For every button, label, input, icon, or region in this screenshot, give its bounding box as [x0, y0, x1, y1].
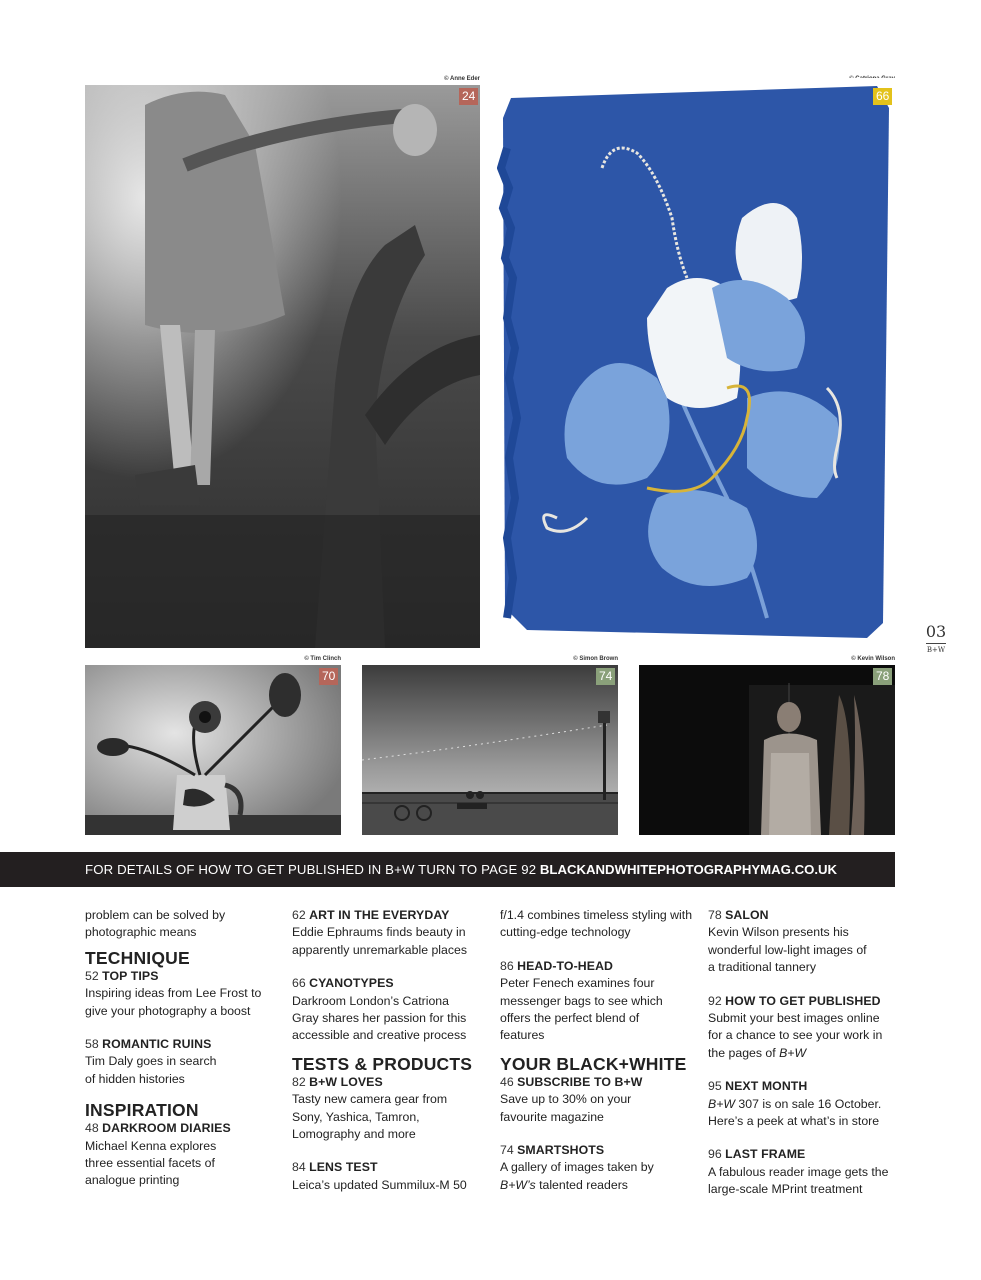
entry-title: NEXT MONTH: [725, 1079, 808, 1094]
contents-entry-46[interactable]: [500, 1074, 696, 1126]
page-badge-70: 70: [319, 668, 338, 685]
entry-page-number: 62: [292, 908, 306, 922]
entry-description: Peter Fenech examines four messenger bags to see which offers the perfect blend of features: [500, 976, 663, 1043]
entry-page-number: 78: [708, 908, 722, 922]
entry-title: ROMANTIC RUINS: [102, 1037, 212, 1052]
contents-entry-78[interactable]: [708, 907, 904, 977]
entry-title: DARKROOM DIARIES: [102, 1121, 231, 1136]
entry-title: LENS TEST: [309, 1160, 378, 1175]
entry-description: A fabulous reader image gets the large-scale MPrint treatment: [708, 1164, 889, 1197]
contents-entry-58[interactable]: [85, 1036, 281, 1088]
contents-entry-74[interactable]: [500, 1142, 696, 1194]
photo-tulips: [85, 665, 341, 835]
entry-title: SALON: [725, 908, 769, 922]
entry-description: Tim Daly goes in search of hidden histories: [85, 1054, 217, 1086]
photo-cyanotype: [497, 78, 895, 648]
col1-intro: problem can be solved by photographic means: [85, 908, 226, 940]
photo-credit-anne-eder: © Anne Eder: [444, 76, 480, 82]
entry-title: ART IN THE EVERYDAY: [309, 908, 450, 922]
entry-page-number: 52: [85, 968, 99, 983]
entry-title: HOW TO GET PUBLISHED: [725, 993, 881, 1008]
entry-title: TOP TIPS: [102, 968, 159, 983]
photo-seafront-image: [362, 665, 618, 835]
entry-description: [708, 1096, 893, 1131]
entry-title: LAST FRAME: [725, 1147, 806, 1162]
photo-tannery-worker-image: [639, 665, 895, 835]
contents-entry-86[interactable]: [500, 958, 696, 1045]
page-badge-24: 24: [459, 88, 478, 105]
entry-description: Leica’s updated Summilux-M 50: [292, 1177, 467, 1192]
contents-entry-84[interactable]: [292, 1159, 488, 1194]
entry-description: Inspiring ideas from Lee Frost to give your photography a boost: [85, 986, 262, 1018]
contents-entry-52[interactable]: [85, 968, 281, 1020]
entry-page-number: 48: [85, 1121, 99, 1136]
desc-part: talented readers: [535, 1177, 628, 1192]
photo-credit-kevin-wilson: © Kevin Wilson: [851, 656, 895, 662]
entry-title: SMARTSHOTS: [517, 1143, 605, 1158]
entry-description: Kevin Wilson presents his wonderful low-light images of a traditional tannery: [708, 925, 867, 975]
entry-description: [708, 1010, 893, 1062]
section-heading-tests-products: TESTS & PRODUCTS: [292, 1053, 473, 1074]
entry-page-number: 84: [292, 1160, 306, 1175]
page-badge-66: 66: [873, 88, 892, 105]
entry-page-number: 58: [85, 1037, 99, 1052]
desc-part: 307 is on sale 16 October. Here’s a peek at what’s in store: [708, 1096, 882, 1129]
entry-description: Eddie Ephraums finds beauty in apparently unremarkable places: [292, 925, 467, 957]
entry-page-number: 66: [292, 976, 306, 991]
folio-rule: [926, 643, 946, 644]
entry-description: [500, 1159, 660, 1194]
contents-column-1: [85, 907, 281, 1190]
photo-dancing-girl-image: [85, 85, 480, 648]
photo-tannery-worker: [639, 665, 895, 835]
entry-description: Darkroom London’s Catriona Gray shares her passion for this accessible and creative process: [292, 993, 467, 1043]
entry-page-number: 74: [500, 1143, 514, 1158]
folio-tag: B+W: [926, 646, 946, 654]
photo-credit-tim-clinch: © Tim Clinch: [304, 656, 341, 662]
entry-title: CYANOTYPES: [309, 976, 394, 991]
banner-text: FOR DETAILS OF HOW TO GET PUBLISHED IN B+W TURN TO PAGE 92: [85, 862, 537, 877]
photo-dancing-girl: [85, 85, 480, 648]
get-published-banner: [0, 852, 895, 887]
entry-description: Save up to 30% on your favourite magazine: [500, 1092, 632, 1124]
page-number: 03: [925, 622, 947, 641]
contents-column-2: [292, 907, 488, 1194]
contents-entry-48[interactable]: [85, 1120, 281, 1190]
entry-page-number: 46: [500, 1074, 514, 1089]
desc-part: A gallery of images taken by: [500, 1160, 654, 1175]
desc-part: Submit your best images online for a chance to see your work in the pages of: [708, 1011, 883, 1060]
banner-url-link[interactable]: BLACKANDWHITEPHOTOGRAPHYMAG.CO.UK: [539, 862, 838, 877]
entry-title: SUBSCRIBE TO B+W: [517, 1074, 643, 1089]
contents-entry-92[interactable]: [708, 993, 904, 1063]
contents-entry-95[interactable]: [708, 1078, 904, 1130]
contents-entry-66[interactable]: [292, 975, 488, 1045]
entry-page-number: 95: [708, 1079, 722, 1094]
entry-description: Tasty new camera gear from Sony, Yashica, Tamron, Lomography and more: [292, 1092, 448, 1142]
section-heading-inspiration: INSPIRATION: [85, 1100, 199, 1121]
page-badge-78: 78: [873, 668, 892, 685]
entry-page-number: 82: [292, 1074, 306, 1089]
contents-entry-82[interactable]: [292, 1074, 488, 1144]
contents-entry-62[interactable]: [292, 907, 488, 959]
contents-column-3: [500, 907, 696, 1194]
contents-entry-96[interactable]: [708, 1146, 904, 1198]
entry-page-number: 96: [708, 1147, 722, 1162]
desc-italic: B+W: [779, 1045, 807, 1060]
entry-title: HEAD-TO-HEAD: [517, 958, 614, 973]
section-heading-your-black-white: YOUR BLACK+WHITE: [500, 1053, 687, 1074]
photo-cyanotype-image: [497, 78, 895, 648]
section-heading-technique: TECHNIQUE: [85, 947, 190, 968]
entry-page-number: 92: [708, 993, 722, 1008]
page-badge-74: 74: [596, 668, 615, 685]
entry-page-number: 86: [500, 958, 514, 973]
entry-description: Michael Kenna explores three essential facets of analogue printing: [85, 1138, 217, 1188]
photo-credit-simon-brown: © Simon Brown: [573, 656, 618, 662]
desc-italic: B+W: [708, 1096, 735, 1111]
page-folio: [924, 624, 948, 654]
contents-column-4: [708, 907, 904, 1199]
desc-italic: B+W’s: [500, 1177, 536, 1192]
photo-seafront: [362, 665, 618, 835]
col3-intro: f/1.4 combines timeless styling with cutting-edge technology: [500, 908, 693, 940]
entry-title: B+W LOVES: [309, 1074, 383, 1089]
photo-tulips-image: [85, 665, 341, 835]
